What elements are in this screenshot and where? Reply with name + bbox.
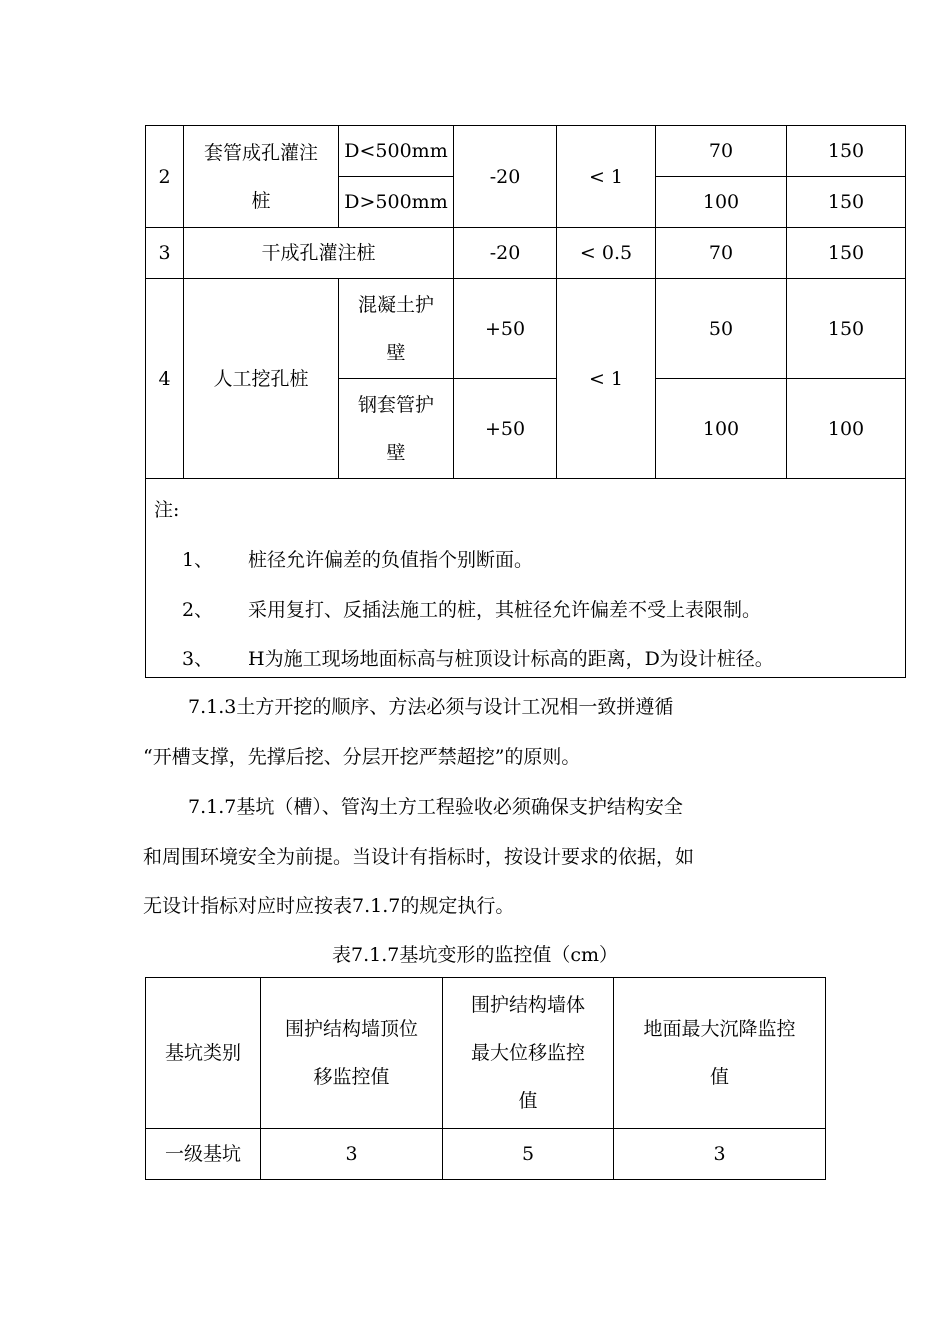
verticality-tolerance: < 0.5	[557, 228, 656, 279]
diameter-tolerance: -20	[454, 228, 557, 279]
diameter-tolerance: -20	[454, 126, 557, 228]
paragraph-line: 7.1.7基坑（槽）、管沟土方工程验收必须确保支护结构安全	[188, 796, 683, 818]
pile-type: 干成孔灌注桩	[184, 228, 454, 279]
condition: 混凝土护 壁	[339, 279, 454, 379]
value-2: 150	[787, 279, 906, 379]
condition: 钢套管护 壁	[339, 379, 454, 479]
value-1: 70	[656, 228, 787, 279]
value-1: 70	[656, 126, 787, 177]
row-number: 2	[146, 126, 184, 228]
excavation-monitoring-table	[145, 977, 826, 1180]
table-notes	[146, 479, 906, 678]
max-displacement-cell: 5	[443, 1129, 614, 1180]
settlement-cell: 3	[614, 1129, 826, 1180]
note-item: 1、 桩径允许偏差的负值指个别断面。	[182, 549, 534, 571]
header-settlement: 地面最大沉降监控 值	[614, 978, 826, 1129]
pile-tolerance-table	[145, 125, 906, 678]
value-1: 100	[656, 177, 787, 228]
category-cell: 一级基坑	[146, 1129, 261, 1180]
header-category: 基坑类别	[146, 978, 261, 1129]
value-2: 100	[787, 379, 906, 479]
paragraph-line: 7.1.3土方开挖的顺序、方法必须与设计工况相一致拼遵循	[188, 696, 674, 718]
table-row	[146, 1129, 826, 1180]
row-number: 3	[146, 228, 184, 279]
note-item: 2、 采用复打、反插法施工的桩，其桩径允许偏差不受上表限制。	[182, 599, 762, 621]
paragraph-line: 和周围环境安全为前提。当设计有指标时，按设计要求的依据，如	[143, 846, 695, 868]
pile-type: 套管成孔灌注 桩	[184, 126, 339, 228]
value-1: 50	[656, 279, 787, 379]
verticality-tolerance: < 1	[557, 279, 656, 479]
pile-type: 人工挖孔桩	[184, 279, 339, 479]
table-caption: 表7.1.7基坑变形的监控值（cm）	[331, 944, 618, 966]
value-2: 150	[787, 126, 906, 177]
verticality-tolerance: < 1	[557, 126, 656, 228]
value-2: 150	[787, 177, 906, 228]
paragraph-line: 无设计指标对应时应按表7.1.7的规定执行。	[143, 895, 515, 917]
diameter-tolerance: +50	[454, 279, 557, 379]
note-title: 注:	[154, 499, 180, 521]
paragraph-line: “开槽支撑，先撑后挖、分层开挖严禁超挖”的原则。	[143, 746, 581, 768]
header-max-displacement: 围护结构墙体 最大位移监控 值	[443, 978, 614, 1129]
condition: D>500mm	[339, 177, 454, 228]
condition: D<500mm	[339, 126, 454, 177]
header-top-displacement: 围护结构墙顶位 移监控值	[261, 978, 443, 1129]
top-displacement-cell: 3	[261, 1129, 443, 1180]
value-1: 100	[656, 379, 787, 479]
row-number: 4	[146, 279, 184, 479]
diameter-tolerance: +50	[454, 379, 557, 479]
note-item: 3、 H为施工现场地面标高与桩顶设计标高的距离，D为设计桩径。	[182, 648, 774, 670]
value-2: 150	[787, 228, 906, 279]
